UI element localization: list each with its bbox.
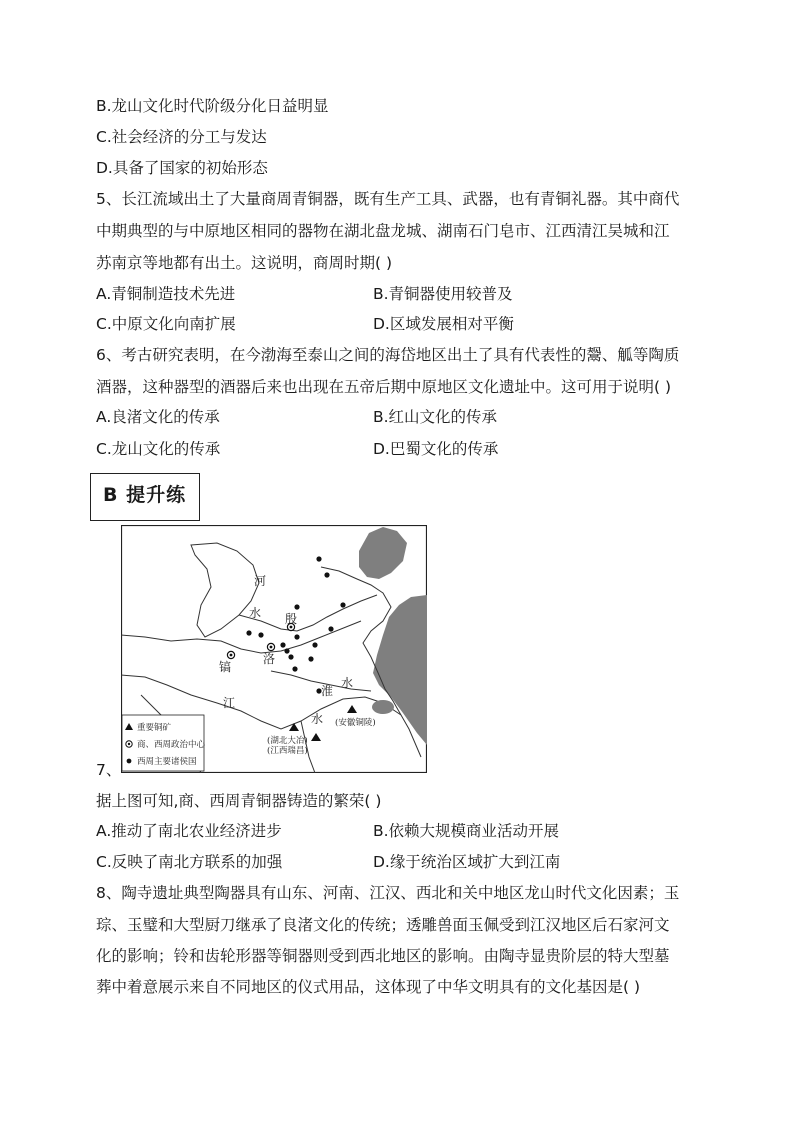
capital-marker-center	[270, 646, 273, 649]
legend-copper-label: 重要铜矿	[137, 723, 172, 733]
shang-zhou-bronze-map	[121, 525, 427, 773]
legend-vassal-label: 西周主要诸侯国	[137, 757, 197, 767]
map-label-jiang: 江	[223, 696, 236, 710]
map-lake	[372, 700, 394, 714]
q5-stem-line2: 中期典型的与中原地区相同的器物在湖北盘龙城、湖南石门皂市、江西清江吴城和江	[96, 222, 670, 240]
q8-stem-line4: 葬中着意展示来自不同地区的仪式用品，这体现了中华文明具有的文化基因是( )	[96, 978, 641, 996]
vassal-dot	[316, 556, 321, 561]
section-title: B 提升练	[103, 484, 187, 506]
vassal-dot	[340, 602, 345, 607]
vassal-dot	[284, 648, 289, 653]
vassal-dot	[292, 666, 297, 671]
q6-option-d: D.巴蜀文化的传承	[373, 440, 499, 458]
q6-stem-line2: 酒器，这种器型的酒器后来也出现在五帝后期中原地区文化遗址中。这可用于说明( )	[96, 378, 672, 396]
map-label-hubei: (湖北大冶)	[267, 736, 308, 746]
map-label-shui: 水	[249, 606, 262, 620]
vassal-dot	[246, 630, 251, 635]
q7-option-c: C.反映了南北方联系的加强	[96, 853, 283, 871]
section-header-box	[90, 473, 200, 521]
q5-stem-line1: 5、长江流域出土了大量商周青铜器，既有生产工具、武器，也有青铜礼器。其中商代	[96, 190, 680, 208]
vassal-dot	[324, 572, 329, 577]
q6-option-c: C.龙山文化的传承	[96, 440, 221, 458]
q8-stem-line3: 化的影响；铃和齿轮形器等铜器则受到西北地区的影响。由陶寺显贵阶层的特大型墓	[96, 947, 670, 965]
capital-marker-center	[230, 654, 233, 657]
map-label-he: 河	[254, 574, 267, 588]
vassal-dot	[308, 656, 313, 661]
vassal-dot	[294, 634, 299, 639]
vassal-dot	[312, 642, 317, 647]
q5-option-b: B.青铜器使用较普及	[373, 285, 513, 303]
q5-option-c: C.中原文化向南扩展	[96, 315, 236, 333]
q7-stem: 据上图可知,商、西周青铜器铸造的繁荣( )	[96, 792, 382, 810]
capital-marker-center	[290, 626, 293, 629]
vassal-dot	[280, 642, 285, 647]
q4-option-b: B.龙山文化时代阶级分化日益明显	[96, 97, 329, 115]
q8-stem-line2: 琮、玉璧和大型厨刀继承了良渚文化的传统；透雕兽面玉佩受到江汉地区后石家河文	[96, 916, 670, 934]
q4-option-c: C.社会经济的分工与发达	[96, 128, 267, 146]
map-label-huai: 淮	[321, 684, 334, 698]
q7-option-b: B.依赖大规模商业活动开展	[373, 822, 560, 840]
vassal-dot	[294, 604, 299, 609]
q6-option-b: B.红山文化的传承	[373, 408, 498, 426]
q5-option-d: D.区域发展相对平衡	[373, 315, 514, 333]
map-label-luo: 洛	[263, 652, 276, 666]
vassal-dot	[258, 632, 263, 637]
vassal-dot	[288, 654, 293, 659]
legend-capital-icon-center	[128, 743, 130, 745]
q7-number: 7、	[96, 761, 122, 779]
map-label-jiangxi: (江西瑞昌)	[267, 746, 308, 756]
legend-vassal-icon	[127, 759, 132, 764]
vassal-dot	[328, 626, 333, 631]
map-label-shui2: 水	[341, 676, 354, 690]
map-label-hao: 镐	[219, 660, 232, 674]
q8-stem-line1: 8、陶寺遗址典型陶器具有山东、河南、江汉、西北和关中地区龙山时代文化因素；玉	[96, 884, 680, 902]
map-label-shui3: 水	[311, 712, 324, 726]
map-label-anhui: (安徽铜陵)	[335, 718, 376, 728]
legend-capital-label: 商、西周政治中心	[137, 740, 206, 750]
q6-option-a: A.良渚文化的传承	[96, 408, 220, 426]
q7-option-a: A.推动了南北农业经济进步	[96, 822, 282, 840]
q5-stem-line3: 苏南京等地都有出土。这说明，商周时期( )	[96, 254, 393, 272]
q4-option-d: D.具备了国家的初始形态	[96, 159, 268, 177]
q7-option-d: D.缘于统治区域扩大到江南	[373, 853, 561, 871]
map-label-yin: 殷	[285, 612, 298, 626]
map-legend	[122, 715, 206, 771]
q5-option-a: A.青铜制造技术先进	[96, 285, 236, 303]
q6-stem-line1: 6、考古研究表明，在今渤海至泰山之间的海岱地区出土了具有代表性的鬶、觚等陶质	[96, 346, 680, 364]
